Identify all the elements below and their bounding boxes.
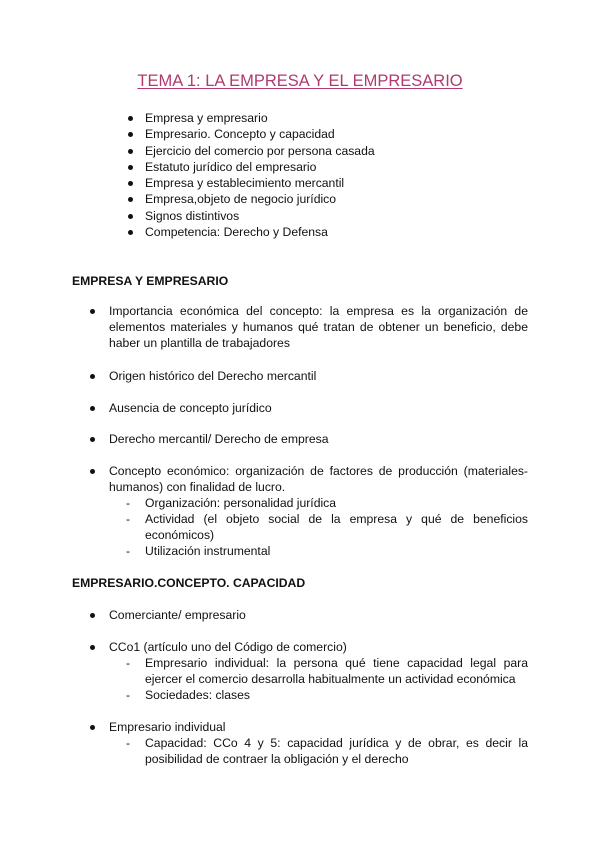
bullet-item (90, 639, 528, 703)
toc-item: Signos distintivos (128, 208, 375, 224)
sub-text: Actividad (el objeto social de la empresa y qué de beneficios económicos) (145, 512, 528, 542)
sub-dash: - (126, 544, 131, 558)
toc-item: Estatuto jurídico del empresario (128, 159, 375, 175)
bullet-text: Importancia económica del concepto: la empresa es la organización de elementos materiales y humanos qué tratan de obtener un beneficio, debe haber un plantilla de trabajadores (109, 304, 528, 350)
bullet-dot (90, 645, 95, 650)
sub-item (126, 543, 528, 559)
bullet-dot (90, 374, 95, 379)
bullet-item (90, 463, 528, 559)
toc-item: Competencia: Derecho y Defensa (128, 224, 375, 240)
bullet-item (90, 719, 528, 767)
bullet-dot (90, 469, 95, 474)
toc-item: Empresa y establecimiento mercantil (128, 175, 375, 191)
bullet-item (90, 431, 528, 447)
table-of-contents (128, 110, 375, 240)
sub-text: Empresario individual: la persona qué tiene capacidad legal para ejercer el comercio desarrolla habitualmente un actividad económica (145, 656, 528, 686)
bullet-dot (90, 406, 95, 411)
sub-text: Capacidad: CCo 4 y 5: capacidad jurídica y de obrar, es decir la posibilidad de contraer la obligación y el derecho (145, 736, 528, 766)
bullet-dot (90, 725, 95, 730)
sub-dash: - (126, 656, 131, 670)
bullet-text: Derecho mercantil/ Derecho de empresa (109, 432, 329, 446)
sub-dash: - (126, 496, 131, 510)
bullet-dot (90, 309, 95, 314)
sub-dash: - (126, 512, 131, 526)
sub-item (126, 655, 528, 687)
bullet-text: CCo1 (artículo uno del Código de comercio) (109, 640, 347, 654)
sub-text: Organización: personalidad jurídica (145, 496, 337, 510)
document-title: TEMA 1: LA EMPRESA Y EL EMPRESARIO (137, 72, 463, 90)
sub-item (126, 735, 528, 767)
sub-dash: - (126, 736, 131, 750)
bullet-text: Empresario individual (109, 720, 226, 734)
sub-item (126, 687, 528, 703)
bullet-dot (90, 613, 95, 618)
bullet-item (90, 368, 528, 384)
section-heading-empresa: EMPRESA Y EMPRESARIO (72, 274, 229, 288)
bullet-text: Origen histórico del Derecho mercantil (109, 369, 317, 383)
bullet-text: Ausencia de concepto jurídico (109, 401, 272, 415)
sub-item (126, 511, 528, 543)
bullet-item (90, 400, 528, 416)
section-heading-empresario: EMPRESARIO.CONCEPTO. CAPACIDAD (72, 576, 306, 590)
toc-item: Empresa,objeto de negocio jurídico (128, 191, 375, 207)
sub-dash: - (126, 688, 131, 702)
bullet-item (90, 303, 528, 351)
sub-item (126, 495, 528, 511)
bullet-dot (90, 437, 95, 442)
bullet-text: Comerciante/ empresario (109, 608, 246, 622)
sub-text: Utilización instrumental (145, 544, 271, 558)
toc-item: Empresario. Concepto y capacidad (128, 126, 375, 142)
toc-item: Empresa y empresario (128, 110, 375, 126)
sub-text: Sociedades: clases (145, 688, 251, 702)
bullet-item (90, 607, 528, 623)
toc-item: Ejercicio del comercio por persona casada (128, 143, 375, 159)
bullet-text: Concepto económico: organización de factores de producción (materiales-humanos) con finalidad de lucro. (109, 464, 528, 494)
